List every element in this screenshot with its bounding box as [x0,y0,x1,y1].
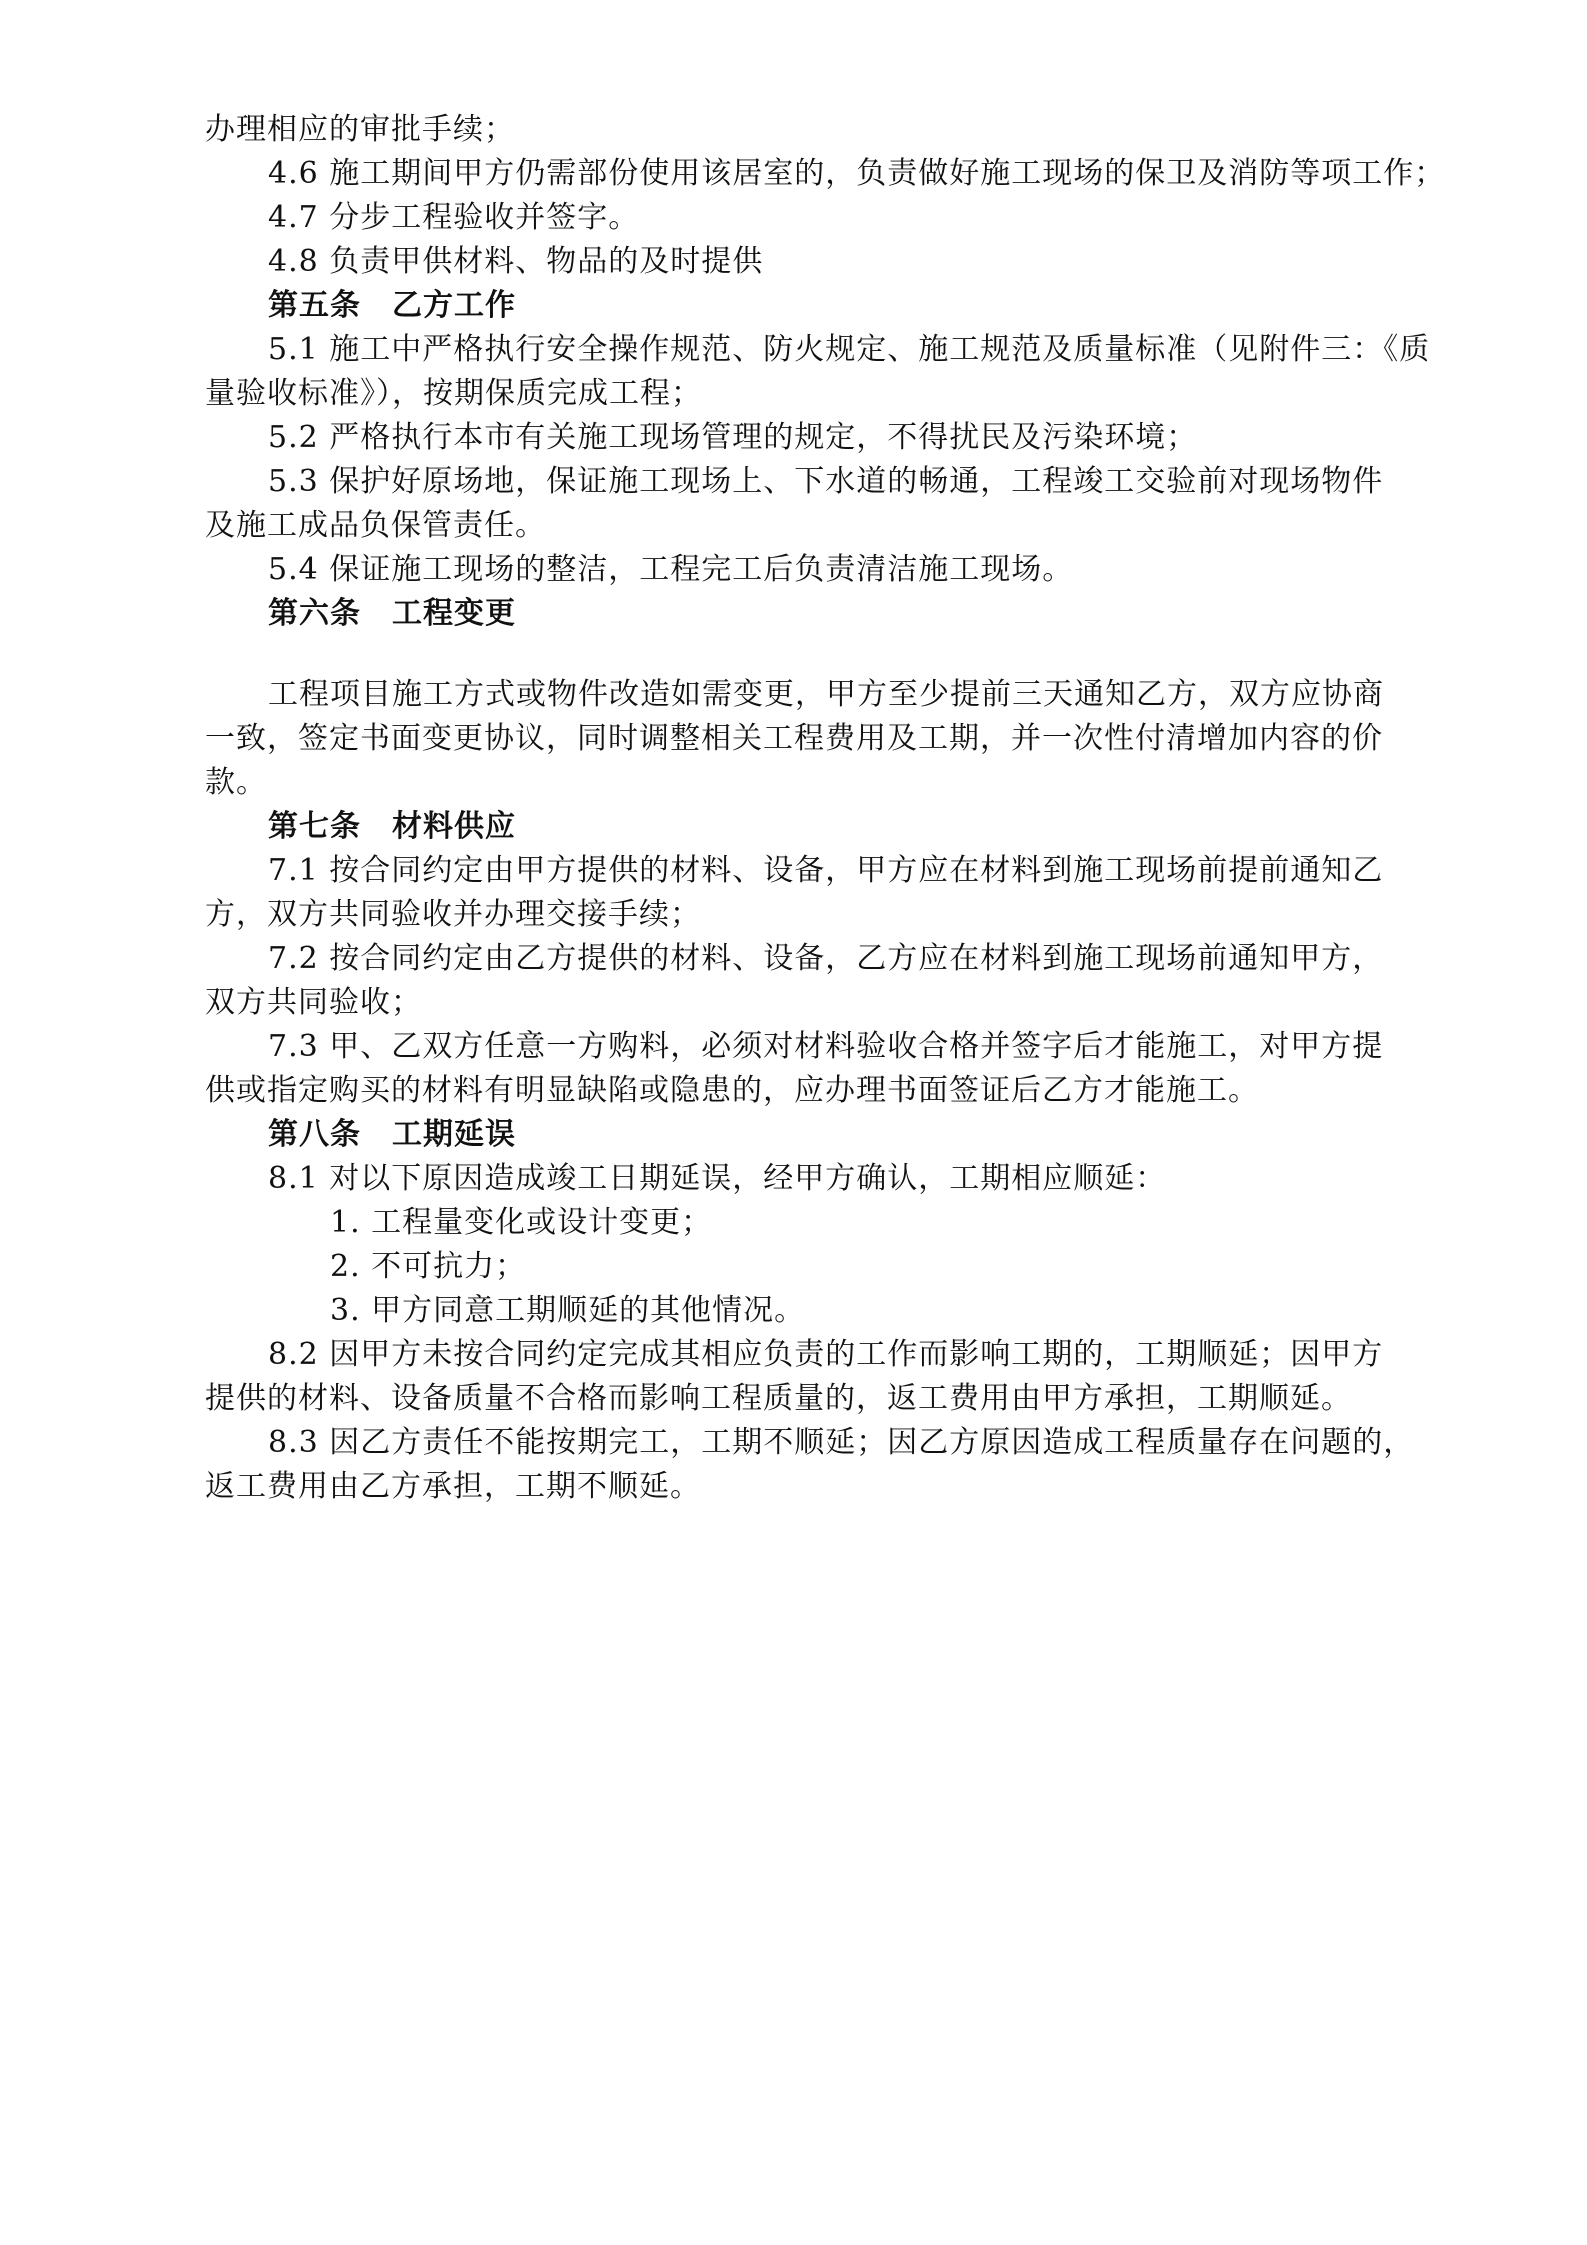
clause-5-4: 5.4 保证施工现场的整洁，工程完工后负责清洁施工现场。 [268,552,1074,587]
section-heading-6: 第六条 工程变更 [268,596,516,631]
list-item: 2. 不可抗力； [330,1249,527,1284]
clause-7-3: 7.3 甲、乙双方任意一方购料，必须对材料验收合格并签字后才能施工，对甲方提 [268,1029,1384,1064]
clause-8-1: 8.1 对以下原因造成竣工日期延误，经甲方确认，工期相应顺延： [268,1161,1167,1196]
text-line: 及施工成品负保管责任。 [205,508,546,543]
clause-8-2: 8.2 因甲方未按合同约定完成其相应负责的工作而影响工期的，工期顺延；因甲方 [268,1337,1384,1372]
list-item: 1. 工程量变化或设计变更； [330,1205,713,1240]
clause-5-2: 5.2 严格执行本市有关施工现场管理的规定，不得扰民及污染环境； [268,420,1198,455]
section-heading-8: 第八条 工期延误 [268,1117,516,1152]
list-item: 3. 甲方同意工期顺延的其他情况。 [330,1293,806,1328]
text-line: 款。 [205,765,267,800]
clause-4-6: 4.6 施工期间甲方仍需部份使用该居室的，负责做好施工现场的保卫及消防等项工作； [268,156,1446,191]
clause-5-3: 5.3 保护好原场地，保证施工现场上、下水道的畅通，工程竣工交验前对现场物件 [268,464,1384,499]
clause-7-2: 7.2 按合同约定由乙方提供的材料、设备，乙方应在材料到施工现场前通知甲方， [268,941,1384,976]
text-line: 供或指定购买的材料有明显缺陷或隐患的，应办理书面签证后乙方才能施工。 [205,1073,1259,1108]
text-line: 办理相应的审批手续； [205,112,515,147]
text-line: 量验收标准》），按期保质完成工程； [205,376,702,411]
text-line: 方，双方共同验收并办理交接手续； [205,897,701,932]
paragraph-6: 工程项目施工方式或物件改造如需变更，甲方至少提前三天通知乙方，双方应协商 [268,677,1384,712]
text-line: 一致，签定书面变更协议，同时调整相关工程费用及工期，并一次性付清增加内容的价 [205,721,1383,756]
clause-4-7: 4.7 分步工程验收并签字。 [268,200,640,235]
section-heading-5: 第五条 乙方工作 [268,288,516,323]
text-line: 双方共同验收； [205,985,422,1020]
text-line: 返工费用由乙方承担，工期不顺延。 [205,1469,701,1504]
section-heading-7: 第七条 材料供应 [268,809,516,844]
clause-5-1: 5.1 施工中严格执行安全操作规范、防火规定、施工规范及质量标准（见附件三：《质 [268,332,1431,367]
clause-4-8: 4.8 负责甲供材料、物品的及时提供 [268,244,764,279]
clause-8-3: 8.3 因乙方责任不能按期完工，工期不顺延；因乙方原因造成工程质量存在问题的， [268,1425,1415,1460]
text-line: 提供的材料、设备质量不合格而影响工程质量的，返工费用由甲方承担，工期顺延。 [205,1381,1352,1416]
clause-7-1: 7.1 按合同约定由甲方提供的材料、设备，甲方应在材料到施工现场前提前通知乙 [268,853,1384,888]
